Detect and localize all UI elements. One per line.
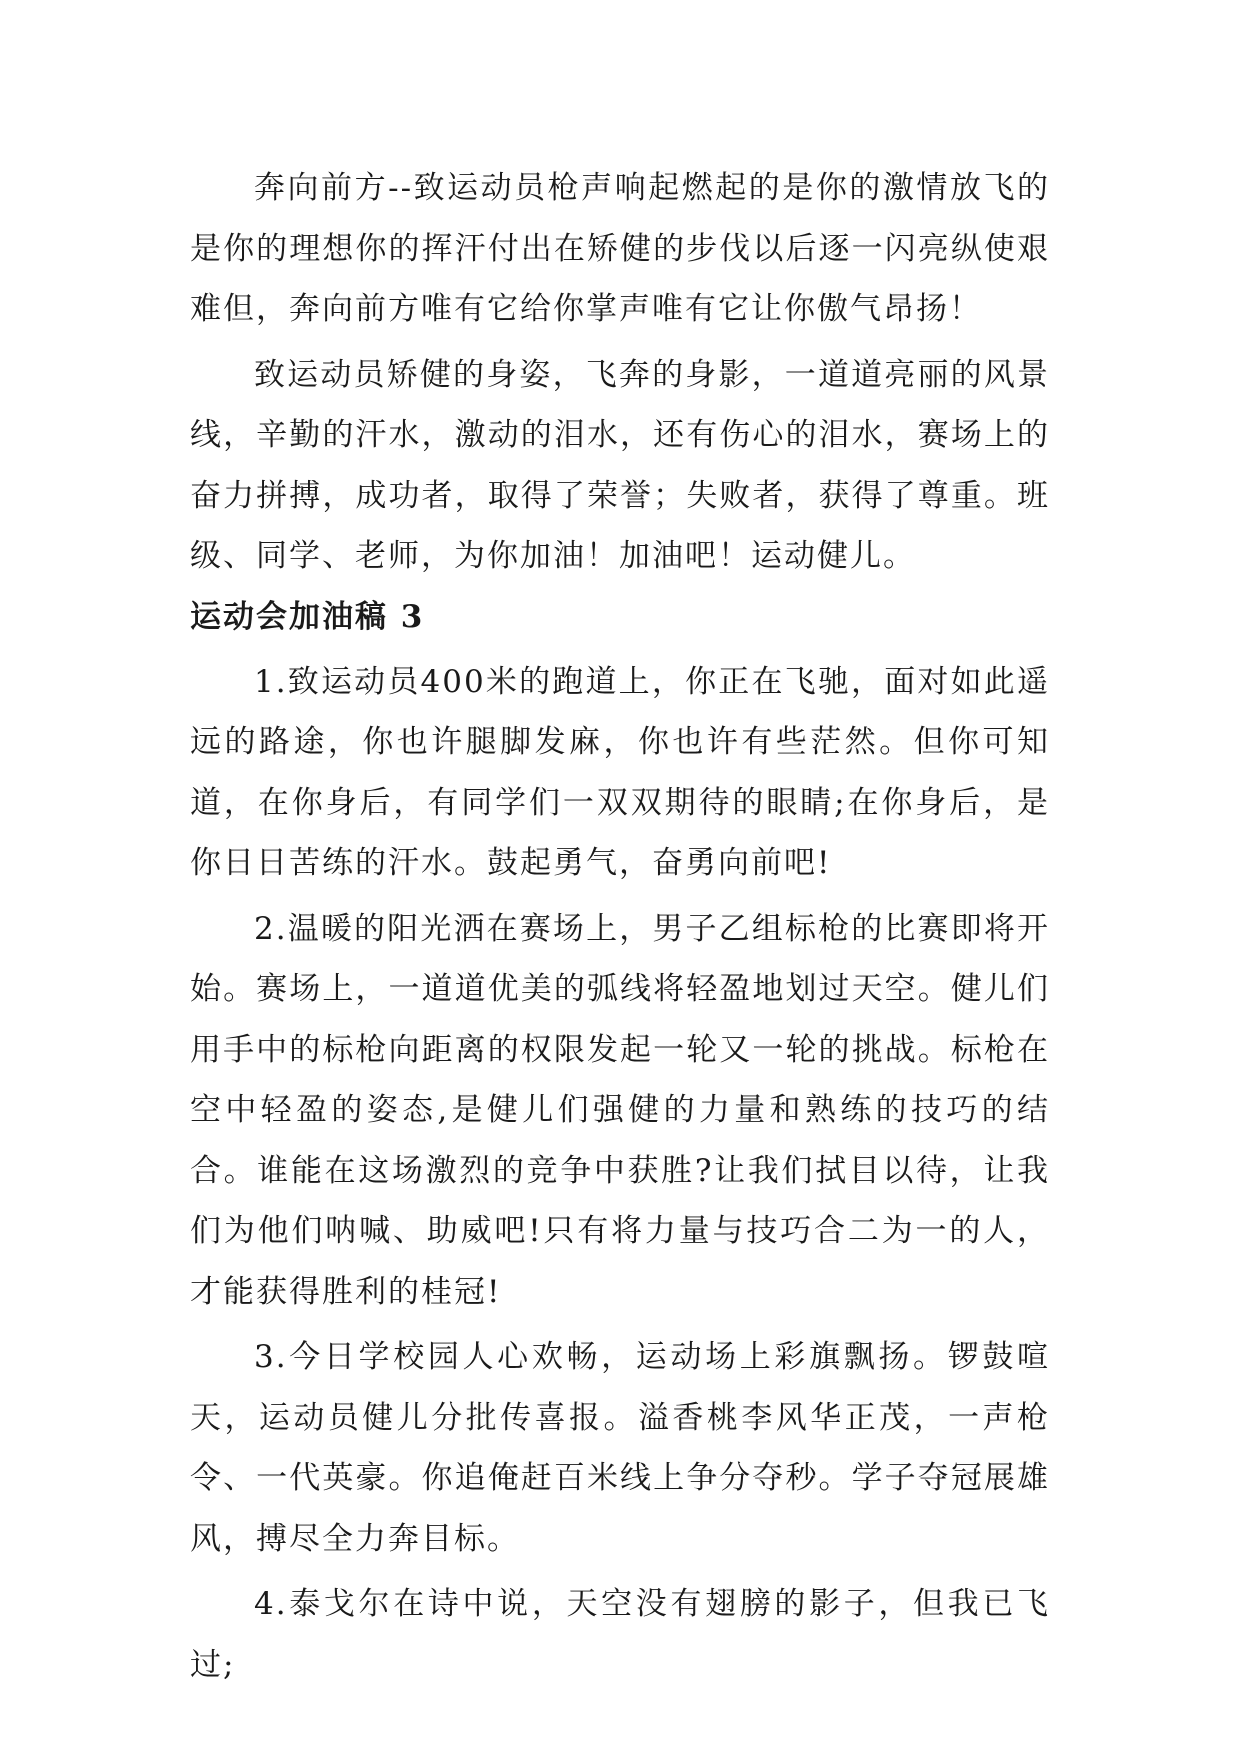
paragraph-athlete-tribute: 致运动员矫健的身姿，飞奔的身影，一道道亮丽的风景线，辛勤的汗水，激动的泪水，还有伤心的泪水，赛场上的奋力拼搏，成功者，取得了荣誉；失败者，获得了尊重。班级、同学、老师，为你加油！加油吧！运动健儿。 bbox=[190, 356, 1050, 574]
paragraph-item-2: 2.温暖的阳光洒在赛场上，男子乙组标枪的比赛即将开始。赛场上，一道道优美的弧线将轻盈地划过天空。健儿们用手中的标枪向距离的权限发起一轮又一轮的挑战。标枪在空中轻盈的姿态,是健儿们强健的力量和熟练的技巧的结合。谁能在这场激烈的竞争中获胜?让我们拭目以待，让我们为他们呐喊、助威吧!只有将力量与技巧合二为一的人，才能获得胜利的桂冠! bbox=[190, 910, 1050, 1310]
paragraph-item-1: 1.致运动员400米的跑道上，你正在飞驰，面对如此遥远的路途，你也许腿脚发麻，你也许有些茫然。但你可知道，在你身后，有同学们一双双期待的眼睛;在你身后，是你日日苦练的汗水。鼓起勇气，奋勇向前吧! bbox=[190, 663, 1050, 881]
document-page bbox=[190, 158, 1050, 1695]
paragraph-item-3: 3.今日学校园人心欢畅，运动场上彩旗飘扬。锣鼓喧天，运动员健儿分批传喜报。溢香桃李风华正茂，一声枪令、一代英豪。你追俺赶百米线上争分夺秒。学子夺冠展雄风，搏尽全力奔目标。 bbox=[190, 1339, 1050, 1557]
paragraph-item-4: 4.泰戈尔在诗中说，天空没有翅膀的影子，但我已飞过; bbox=[190, 1586, 1050, 1683]
section-heading: 运动会加油稿 3 bbox=[190, 598, 425, 635]
paragraph-run-forward: 奔向前方--致运动员枪声响起燃起的是你的激情放飞的是你的理想你的挥汗付出在矫健的步伐以后逐一闪亮纵使艰难但，奔向前方唯有它给你掌声唯有它让你傲气昂扬！ bbox=[190, 170, 1050, 327]
